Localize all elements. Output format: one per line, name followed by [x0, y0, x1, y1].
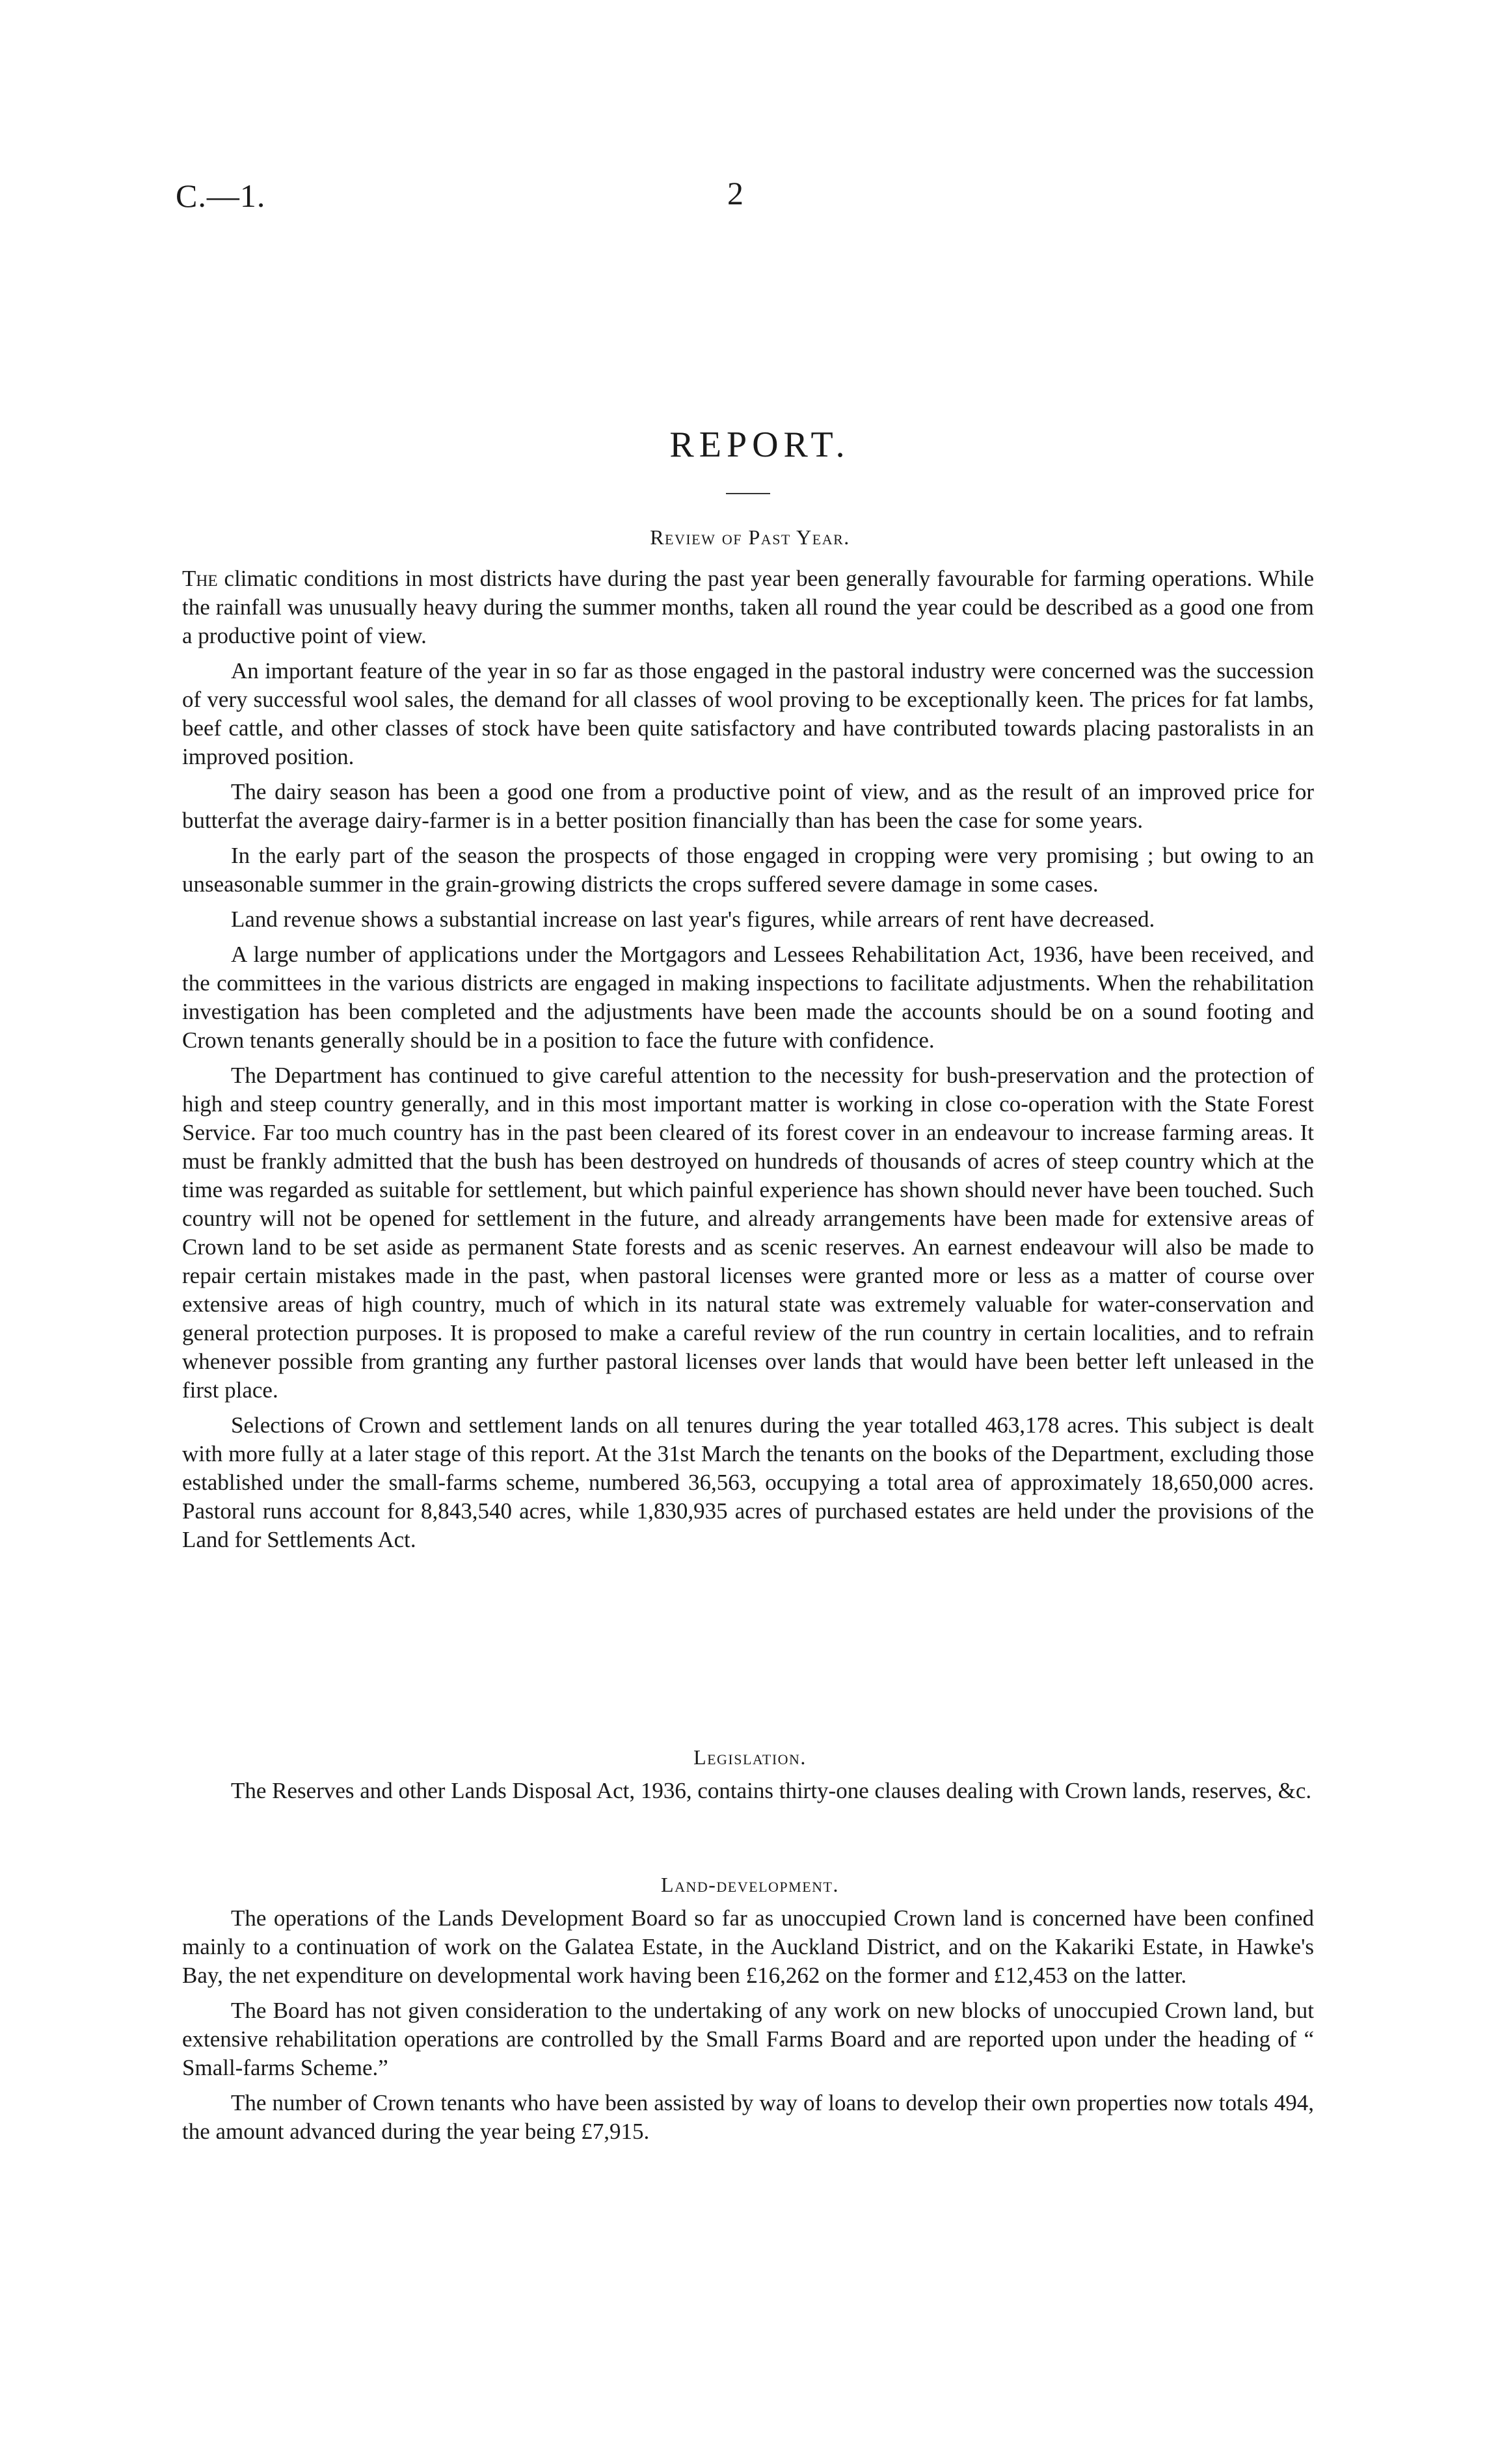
lead-word: The: [182, 566, 218, 591]
paragraph: The operations of the Lands Development Board so far as unoccupied Crown land is concerned have been confined mainly to a continuation of work on the Galatea Estate, in the Auckland District, and on the Kakariki Estate, in Hawke's Bay, the net expenditure on developmental work having been £16,262 on the former and £12,453 on the latter.: [182, 1905, 1314, 1988]
paragraph: [182, 564, 1314, 650]
paragraph: The dairy season has been a good one from a productive point of view, and as the result of an improved price for butterfat the average dairy-farmer is in a better position financially than has been the case for some years.: [182, 779, 1314, 833]
paragraph-text: climatic conditions in most districts have during the past year been generally favourable for farming operations. While the rainfall was unusually heavy during the summer months, taken all round the year could be described as a good one from a productive point of view.: [182, 566, 1315, 648]
document-reference: C.—1.: [176, 178, 266, 214]
heading-legislation: Legislation.: [693, 1745, 807, 1769]
paragraph: The number of Crown tenants who have been assisted by way of loans to develop their own properties now totals 494, the amount advanced during the year being £7,915.: [182, 2090, 1314, 2144]
page-number: 2: [727, 175, 743, 211]
legislation-section-body: [182, 1777, 1314, 1812]
report-title: REPORT.: [669, 425, 850, 465]
paragraph: The Reserves and other Lands Disposal Act, 1936, contains thirty-one clauses dealing with Crown lands, reserves, &c.: [231, 1778, 1312, 1803]
heading-land-development: Land-development.: [661, 1873, 839, 1896]
paragraph: Land revenue shows a substantial increase on last year's figures, while arrears of rent have decreased.: [231, 907, 1155, 932]
title-rule: [726, 493, 770, 494]
paragraph: Selections of Crown and settlement lands on all tenures during the year totalled 463,178 acres. This subject is dealt with more fully at a later stage of this report. At the 31st March the tenants on the books of the Department, excluding those established under the small-farms scheme, numbered 36,563, occupying a total area of approximately 18,650,000 acres. Pastoral runs account for 8,843,540 acres, while 1,830,935 acres of purchased estates are held under the provisions of the Land for Settlements Act.: [182, 1412, 1314, 1552]
land-development-section-body: [182, 1904, 1314, 2153]
paragraph: The Department has continued to give careful attention to the necessity for bush-preservation and the protection of high and steep country generally, and in this most important matter is working in close co-operation with the State Forest Service. Far too much country has in the past been cleared of its forest cover in an endeavour to increase farming areas. It must be frankly admitted that the bush has been destroyed on hundreds of thousands of acres of steep country which at the time was regarded as suitable for settlement, but which painful experience has shown should never have been touched. Such country will not be opened for settlement in the future, and already arrangements have been made for extensive areas of Crown land to be set aside as permanent State forests and as scenic reserves. An earnest endeavour will also be made to repair certain mistakes made in the past, when pastoral licenses were granted more or less as a matter of course over extensive areas of high country, much of which in its natural state was extremely valuable for water-conservation and general protection purposes. It is proposed to make a careful review of the run country in certain localities, and to refrain whenever possible from granting any further pastoral licenses over lands that would have been better left unleased in the first place.: [182, 1063, 1314, 1403]
paragraph: The Board has not given consideration to the undertaking of any work on new blocks of unoccupied Crown land, but extensive rehabilitation operations are controlled by the Small Farms Board and are reported upon under the heading of “ Small-farms Scheme.”: [182, 1998, 1314, 2080]
paragraph: A large number of applications under the Mortgagors and Lessees Rehabilitation Act, 1936, have been received, and the committees in the various districts are engaged in making inspections to facilitate adjustments. When the rehabilitation investigation has been completed and the adjustments have been made the accounts should be on a sound footing and Crown tenants generally should be in a position to face the future with confidence.: [182, 942, 1314, 1053]
paragraph: In the early part of the season the prospects of those engaged in cropping were very promising ; but owing to an unseasonable summer in the grain-growing districts the crops suffered severe damage in some cases.: [182, 843, 1314, 897]
review-section-body: [182, 564, 1314, 1561]
paragraph: An important feature of the year in so far as those engaged in the pastoral industry were concerned was the succession of very successful wool sales, the demand for all classes of wool proving to be exceptionally keen. The prices for fat lambs, beef cattle, and other classes of stock have been quite satisfactory and have contributed towards placing pastoralists in an improved position.: [182, 658, 1314, 769]
heading-review-of-past-year: Review of Past Year.: [650, 525, 850, 549]
